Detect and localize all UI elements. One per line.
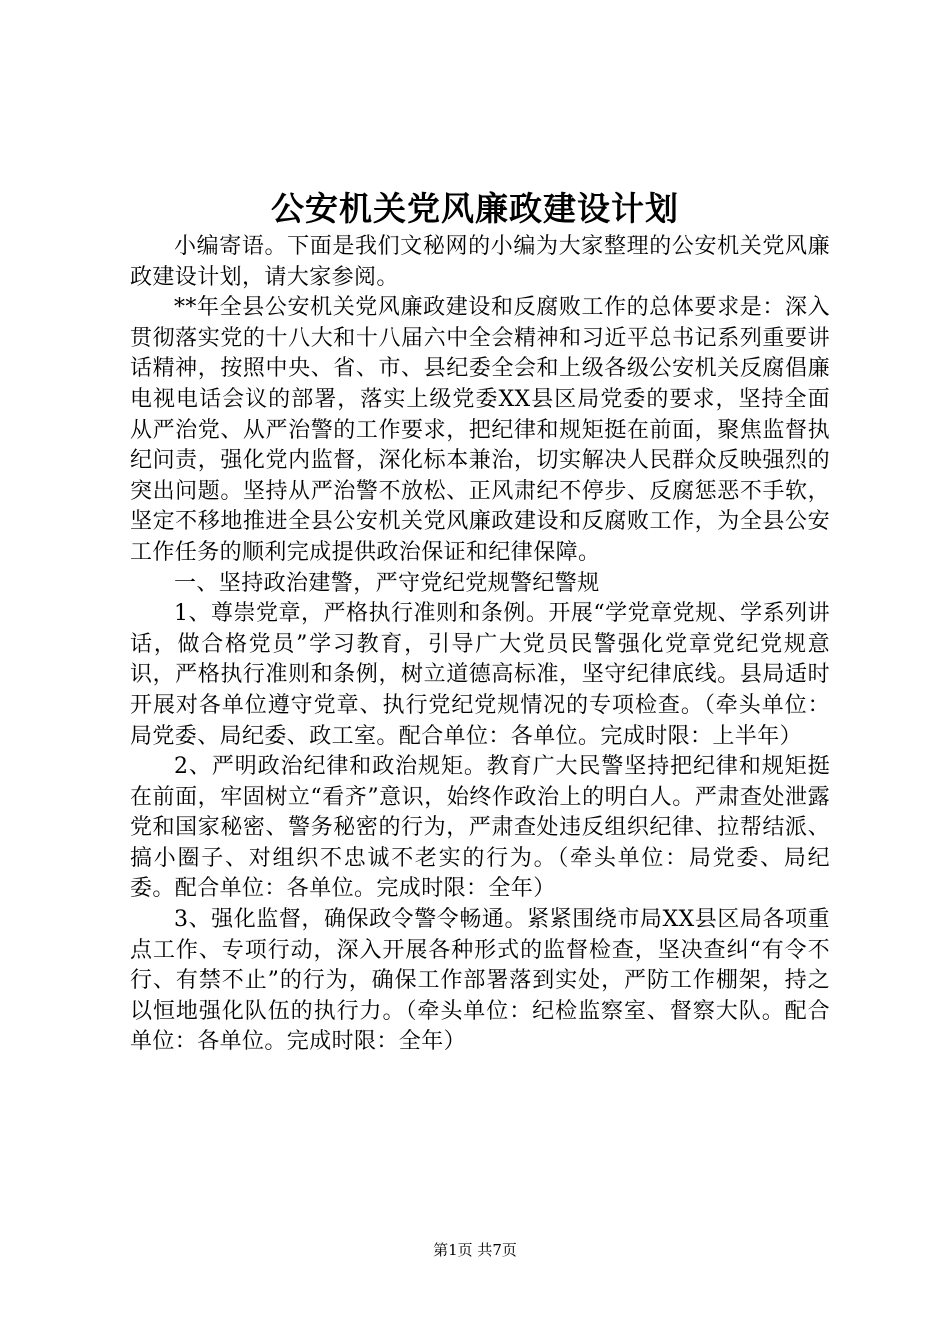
- paragraph-item-3: 3、强化监督，确保政令警令畅通。紧紧围绕市局XX县区局各项重点工作、专项行动，深入开展各种形式的监督检查，坚决查纠“有令不行、有禁不止”的行为，确保工作部署落到实处，严防工作棚架，持之以恒地强化队伍的执行力。（牵头单位：纪检监察室、督察大队。配合单位：各单位。完成时限：全年）: [130, 907, 830, 1055]
- document-body: [130, 232, 830, 1058]
- paragraph-general-requirements: **年全县公安机关党风廉政建设和反腐败工作的总体要求是：深入贯彻落实党的十八大和十八届六中全会精神和习近平总书记系列重要讲话精神，按照中央、省、市、县纪委全会和上级各级公安机关反腐倡廉电视电话会议的部署，落实上级党委XX县区局党委的要求，坚持全面从严治党、从严治警的工作要求，把纪律和规矩挺在前面，聚焦监督执纪问责，强化党内监督，深化标本兼治，切实解决人民群众反映强烈的突出问题。坚持从严治警不放松、正风肃纪不停步、反腐惩恶不手软，坚定不移地推进全县公安机关党风廉政建设和反腐败工作，为全县公安工作任务的顺利完成提供政治保证和纪律保障。: [130, 295, 830, 565]
- document-title: 公安机关党风廉政建设计划: [271, 189, 679, 228]
- paragraph-item-2: 2、严明政治纪律和政治规矩。教育广大民警坚持把纪律和规矩挺在前面，牢固树立“看齐”意识，始终作政治上的明白人。严肃查处泄露党和国家秘密、警务秘密的行为，严肃查处违反组织纪律、拉帮结派、搞小圈子、对组织不忠诚不老实的行为。（牵头单位：局党委、局纪委。配合单位：各单位。完成时限：全年）: [130, 754, 830, 902]
- page-number-footer: 第1页 共7页: [433, 1241, 517, 1259]
- paragraph-intro: 小编寄语。下面是我们文秘网的小编为大家整理的公安机关党风廉政建设计划，请大家参阅。: [130, 234, 830, 290]
- section-heading-1: 一、坚持政治建警，严守党纪党规警纪警规: [174, 570, 600, 596]
- paragraph-item-1: 1、尊崇党章，严格执行准则和条例。开展“学党章党规、学系列讲话，做合格党员”学习教育，引导广大党员民警强化党章党纪党规意识，严格执行准则和条例，树立道德高标准，坚守纪律底线。县局适时开展对各单位遵守党章、执行党纪党规情况的专项检查。（牵头单位：局党委、局纪委、政工室。配合单位：各单位。完成时限：上半年）: [130, 601, 830, 749]
